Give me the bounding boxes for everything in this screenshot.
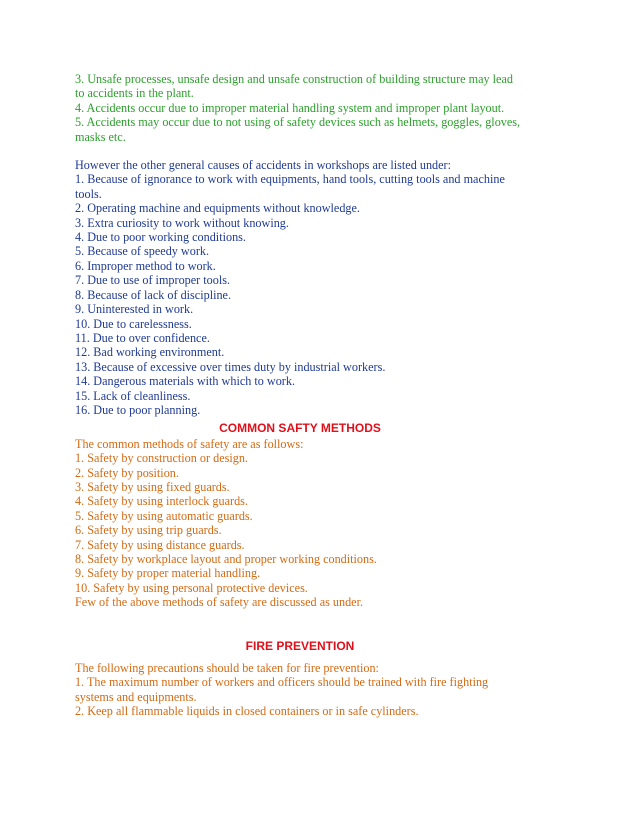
safety-method-item: 10. Safety by using personal protective devices. — [75, 580, 308, 595]
cause-item: 13. Because of excessive over times duty by industrial workers. — [75, 359, 386, 374]
cause-item: 3. Extra curiosity to work without knowing. — [75, 215, 289, 230]
safety-method-item: 8. Safety by workplace layout and proper working conditions. — [75, 552, 377, 566]
document-page — [75, 72, 525, 719]
cause-item: 6. Improper method to work. — [75, 258, 216, 273]
section-heading-fire-prevention: FIRE PREVENTION — [245, 638, 355, 653]
cause-item: 16. Due to poor planning. — [75, 402, 201, 417]
cause-item: 4. Due to poor working conditions. — [75, 230, 246, 245]
safety-methods-section — [75, 437, 525, 610]
intro-list — [75, 72, 525, 144]
safety-method-item: 7. Safety by using distance guards. — [75, 537, 245, 552]
cause-item: 8. Because of lack of discipline. — [75, 287, 232, 302]
cause-item: 5. Because of speedy work. — [75, 244, 210, 259]
cause-item: 9. Uninterested in work. — [75, 302, 194, 317]
general-causes-intro: However the other general causes of accidents in workshops are listed under: — [75, 158, 451, 173]
safety-method-item: 2. Safety by position. — [75, 465, 179, 480]
fire-prevention-intro: The following precautions should be taken for fire prevention: — [75, 661, 379, 676]
general-causes-section — [75, 158, 525, 417]
cause-item: 12. Bad working environment. — [75, 345, 225, 360]
safety-method-item: 4. Safety by using interlock guards. — [75, 494, 248, 509]
safety-methods-outro: Few of the above methods of safety are discussed as under. — [75, 595, 364, 610]
fire-prevention-section — [75, 661, 525, 719]
intro-item: 4. Accidents occur due to improper material handling system and improper plant layout. — [75, 100, 505, 115]
cause-item: 10. Due to carelessness. — [75, 316, 192, 331]
cause-item: 14. Dangerous materials with which to work. — [75, 374, 296, 389]
cause-item: 7. Due to use of improper tools. — [75, 273, 231, 288]
section-heading-safety-methods: COMMON SAFTY METHODS — [219, 421, 381, 436]
safety-method-item: 6. Safety by using trip guards. — [75, 523, 222, 538]
cause-item: 15. Lack of cleanliness. — [75, 388, 191, 403]
safety-methods-intro: The common methods of safety are as follows: — [75, 436, 304, 451]
cause-item: 11. Due to over confidence. — [75, 330, 210, 345]
fire-prevention-item: 2. Keep all flammable liquids in closed containers or in safe cylinders. — [75, 704, 419, 719]
cause-item: 1. Because of ignorance to work with equipments, hand tools, cutting tools and machine tools. — [75, 172, 505, 201]
cause-item: 2. Operating machine and equipments without knowledge. — [75, 201, 360, 216]
safety-method-item: 5. Safety by using automatic guards. — [75, 508, 253, 523]
safety-method-item: 3. Safety by using fixed guards. — [75, 479, 230, 494]
safety-method-item: 1. Safety by construction or design. — [75, 451, 248, 466]
intro-item: 5. Accidents may occur due to not using of safety devices such as helmets, goggles, gloves, masks etc. — [75, 115, 521, 144]
fire-prevention-item: 1. The maximum number of workers and officers should be trained with fire fighting systems and equipments. — [75, 675, 489, 704]
intro-item: 3. Unsafe processes, unsafe design and unsafe construction of building structure may lead to accidents in the plant. — [75, 72, 513, 101]
safety-method-item: 9. Safety by proper material handling. — [75, 566, 261, 581]
